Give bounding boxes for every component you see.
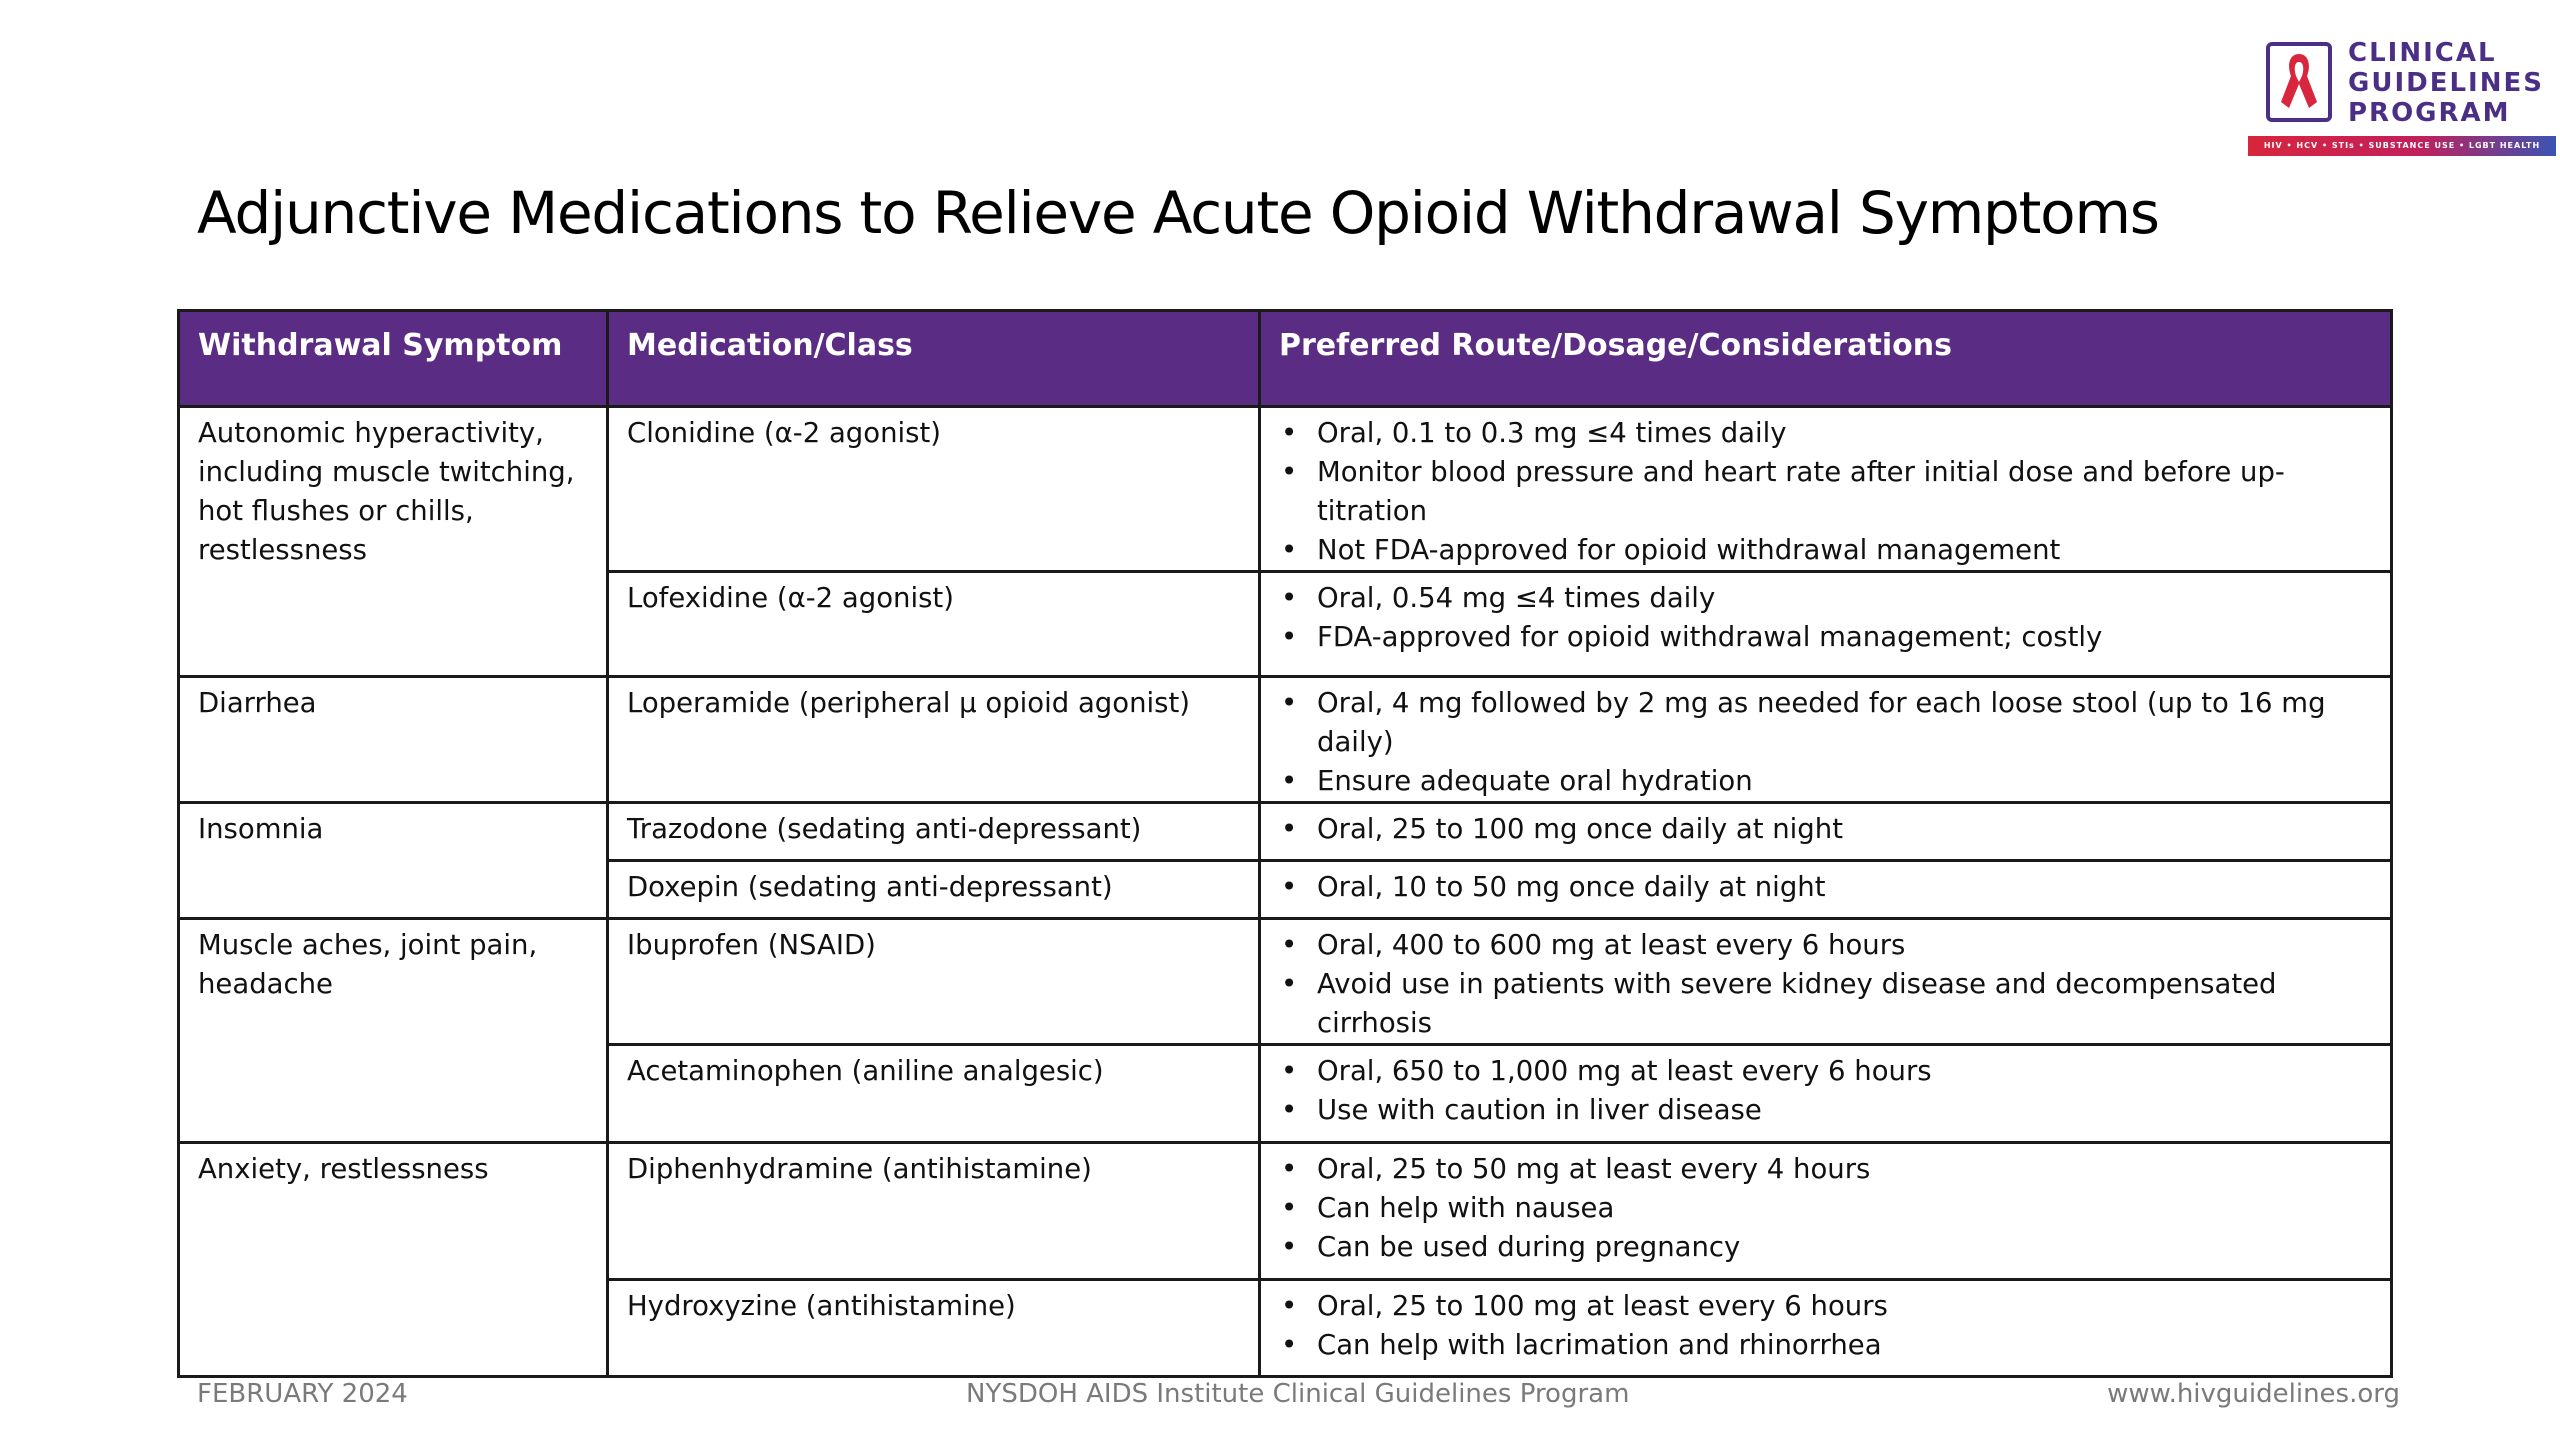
considerations-cell (1260, 919, 2392, 1045)
considerations-cell (1260, 677, 2392, 803)
table-header-row (179, 311, 2392, 407)
considerations-cell (1260, 861, 2392, 919)
list-item: • Not FDA-approved for opioid withdrawal management (1279, 531, 2372, 570)
list-item: • FDA-approved for opioid withdrawal management; costly (1279, 618, 2372, 657)
table-row (179, 407, 2392, 572)
list-item: • Can help with lacrimation and rhinorrhea (1279, 1326, 2372, 1365)
table-row (179, 803, 2392, 861)
list-item: • Oral, 0.1 to 0.3 mg ≤4 times daily (1279, 414, 2372, 453)
symptom-cell: Insomnia (179, 803, 608, 919)
table-row (179, 677, 2392, 803)
symptom-cell: Autonomic hyperactivity, including muscle twitching, hot flushes or chills, restlessness (179, 407, 608, 677)
medication-cell: Trazodone (sedating anti-depressant) (608, 803, 1260, 861)
list-item: • Oral, 400 to 600 mg at least every 6 hours (1279, 926, 2372, 965)
logo-tagline-strip: HIV • HCV • STIs • SUBSTANCE USE • LGBT HEALTH (2248, 136, 2556, 156)
considerations-cell (1260, 1143, 2392, 1280)
medications-table (177, 309, 2393, 1378)
list-item: • Can be used during pregnancy (1279, 1228, 2372, 1267)
considerations-list (1279, 1150, 2372, 1267)
header-route-dosage: Preferred Route/Dosage/Considerations (1260, 311, 2392, 407)
considerations-cell (1260, 803, 2392, 861)
logo-text (2348, 38, 2553, 128)
medication-cell: Diphenhydramine (antihistamine) (608, 1143, 1260, 1280)
symptom-cell: Diarrhea (179, 677, 608, 803)
clinical-guidelines-program-logo (2248, 38, 2558, 158)
symptom-cell: Anxiety, restlessness (179, 1143, 608, 1377)
table-row (179, 919, 2392, 1045)
list-item: • Oral, 650 to 1,000 mg at least every 6 hours (1279, 1052, 2372, 1091)
considerations-cell (1260, 1045, 2392, 1143)
list-item: • Oral, 25 to 100 mg once daily at night (1279, 810, 2372, 849)
considerations-list (1279, 810, 2372, 849)
footer-program: NYSDOH AIDS Institute Clinical Guidelines Program (966, 1379, 1630, 1409)
symptom-cell: Muscle aches, joint pain, headache (179, 919, 608, 1143)
list-item: • Oral, 25 to 50 mg at least every 4 hours (1279, 1150, 2372, 1189)
footer-website-link[interactable]: www.hivguidelines.org (2107, 1379, 2400, 1409)
list-item: • Avoid use in patients with severe kidney disease and decompensated cirrhosis (1279, 965, 2372, 1043)
footer-date: FEBRUARY 2024 (197, 1379, 408, 1409)
considerations-cell (1260, 407, 2392, 572)
medication-cell: Doxepin (sedating anti-depressant) (608, 861, 1260, 919)
header-medication-class: Medication/Class (608, 311, 1260, 407)
slide-title: Adjunctive Medications to Relieve Acute Opioid Withdrawal Symptoms (197, 179, 2159, 247)
list-item: • Ensure adequate oral hydration (1279, 762, 2372, 801)
considerations-list (1279, 414, 2372, 570)
logo-line-2: GUIDELINES (2348, 68, 2544, 98)
medication-cell: Hydroxyzine (antihistamine) (608, 1280, 1260, 1377)
medication-cell: Acetaminophen (aniline analgesic) (608, 1045, 1260, 1143)
table-row (179, 1143, 2392, 1280)
considerations-list (1279, 868, 2372, 907)
list-item: • Can help with nausea (1279, 1189, 2372, 1228)
considerations-list (1279, 684, 2372, 801)
list-item: • Oral, 10 to 50 mg once daily at night (1279, 868, 2372, 907)
list-item: • Oral, 0.54 mg ≤4 times daily (1279, 579, 2372, 618)
list-item: • Oral, 25 to 100 mg at least every 6 hours (1279, 1287, 2372, 1326)
considerations-list (1279, 926, 2372, 1043)
logo-line-3: PROGRAM (2348, 98, 2511, 128)
header-withdrawal-symptom: Withdrawal Symptom (179, 311, 608, 407)
considerations-list (1279, 1052, 2372, 1130)
medication-cell: Clonidine (α-2 agonist) (608, 407, 1260, 572)
list-item: • Use with caution in liver disease (1279, 1091, 2372, 1130)
medication-cell: Ibuprofen (NSAID) (608, 919, 1260, 1045)
list-item: • Oral, 4 mg followed by 2 mg as needed for each loose stool (up to 16 mg daily) (1279, 684, 2372, 762)
list-item: • Monitor blood pressure and heart rate after initial dose and before up-titration (1279, 453, 2372, 531)
considerations-list (1279, 579, 2372, 657)
considerations-list (1279, 1287, 2372, 1365)
considerations-cell (1260, 572, 2392, 677)
medication-cell: Lofexidine (α-2 agonist) (608, 572, 1260, 677)
considerations-cell (1260, 1280, 2392, 1377)
logo-line-1: CLINICAL (2348, 38, 2497, 68)
red-ribbon-icon (2266, 42, 2332, 122)
medication-cell: Loperamide (peripheral µ opioid agonist) (608, 677, 1260, 803)
